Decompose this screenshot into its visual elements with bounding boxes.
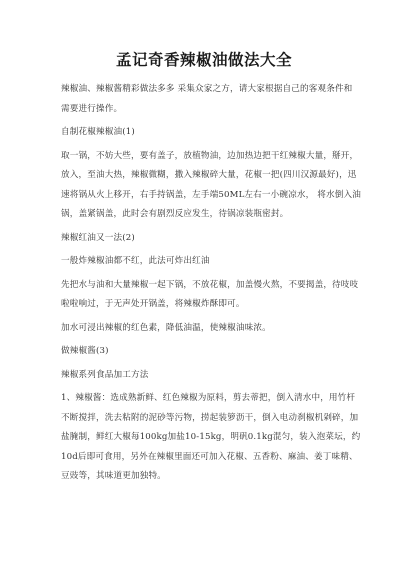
chili-sauce-paragraph: 1、辣椒酱：选成熟新鲜、红色辣椒为原料，剪去蒂把，倒入清水中，用竹杆不断搅拌，洗去粘附的泥砂等污物，捞起装箩沥干，倒入电动刹椒机剁碎，加盐腌制，鲜红大椒每100kg加盐10-15kg，明矾0.1kg混匀，装入泡菜坛，约10d后即可食用，另外在辣椒里面还可加入花椒、五香粉、麻油、姜丁味精、豆豉等，其味道更加独特。 <box>61 393 361 481</box>
section-heading-1: 自制花椒辣椒油(1) <box>61 127 135 137</box>
intro-paragraph: 辣椒油、辣椒酱精彩做法多多 采集众家之方，请大家根据自己的客观条件和需要进行操作。 <box>61 84 353 114</box>
document-title: 孟记奇香辣椒油做法大全 <box>115 51 292 69</box>
subsection-heading: 辣椒系列食品加工方法 <box>61 369 149 380</box>
section-heading-2: 辣椒红油又一法(2) <box>61 232 135 243</box>
section-heading-3: 做辣椒酱(3) <box>61 346 109 356</box>
method-2-intro: 一般炸辣椒油都不红，此法可炸出红油 <box>61 256 210 266</box>
method-2-paragraph: 先把水与油和大量辣椒一起下锅，不放花椒，加盖慢火熬，不要揭盖，待吱吱啦啦响过，于无声处开锅盖，将辣椒炸酥即可。 <box>61 279 359 309</box>
document-body <box>61 80 361 491</box>
method-2-note: 加水可浸出辣椒的红色素，降低油温，使辣椒油味浓。 <box>61 322 271 333</box>
method-1-paragraph: 取一锅，不妨大些，要有盖子，放植物油，边加热边把干红辣椒大量，掰开，放入，至油大热，辣椒微糊，撒入辣椒碎大量，花椒一把(四川汉源最好)，迅速将锅从火上移开，右手持锅盖，左手端50ML左右一小碗凉水， 将水倒入油锅，盖紧锅盖，此时会有剧烈反应发生，待锅凉装瓶密封。 <box>61 150 361 219</box>
